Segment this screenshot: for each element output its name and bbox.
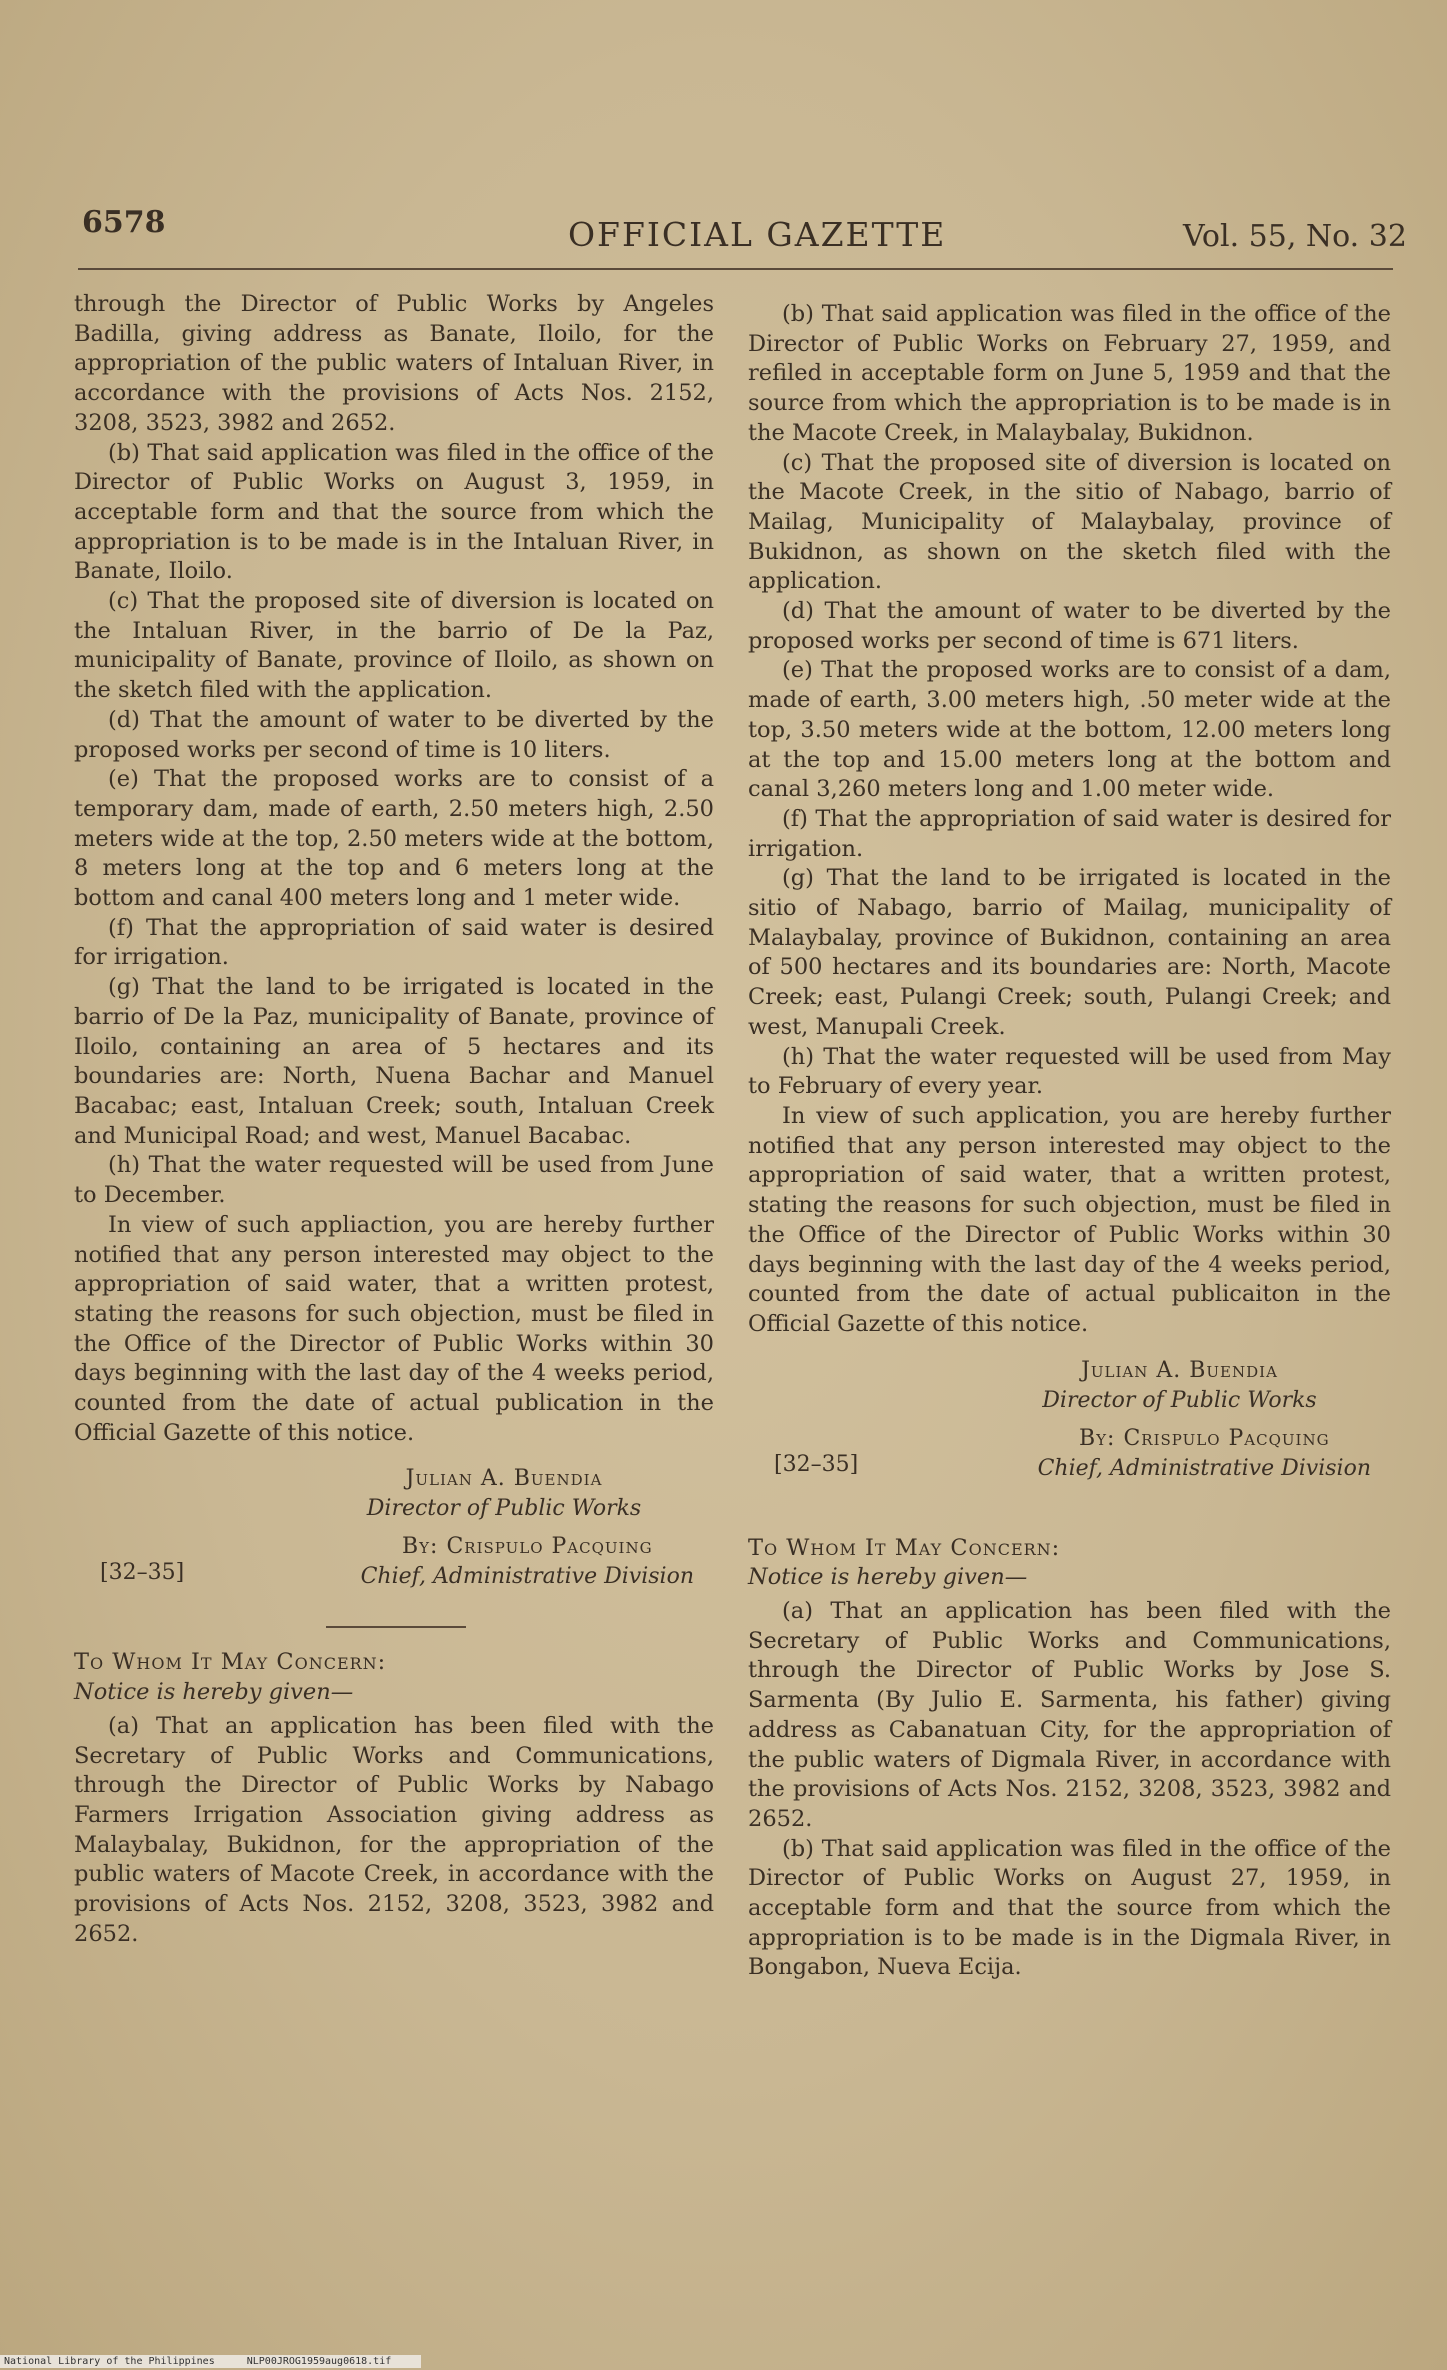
- scan-footer: [0, 2355, 421, 2368]
- signature-block: [74, 1464, 714, 1592]
- paragraph: (e) That the proposed works are to consist of a temporary dam, made of earth, 2.50 meters high, 2.50 meters wide at the top, 2.50 meters wide at the bottom, 8 meters long at the top and 6 meters long at the bottom and canal 400 meters long and 1 meter wide.: [74, 766, 714, 912]
- paragraph: (d) That the amount of water to be diverted by the proposed works per second of time is 10 liters.: [74, 706, 714, 763]
- library-credit: National Library of the Philippines: [4, 2356, 215, 2367]
- paragraph: (c) That the proposed site of diversion is located on the Intaluan River, in the barrio of De la Paz, municipality of Banate, province of Iloilo, as shown on the sketch filed with the application.: [74, 588, 714, 704]
- by-name: By: Crispulo Pacquing: [1078, 1425, 1330, 1451]
- page-header: [0, 205, 1447, 265]
- volume-number: Vol. 55, No. 32: [1183, 219, 1407, 254]
- file-name: NLP00JROG1959aug0618.tif: [246, 2356, 392, 2367]
- paragraph: (g) That the land to be irrigated is located in the sitio of Nabago, barrio of Mailag, municipality of Malaybalay, province of Bukidnon, containing an area of 500 hectares and its boundaries are: North, Macote Creek; east, Pulangi Creek; south, Pulangi Creek; and west, Manupali Creek.: [748, 865, 1391, 1040]
- notice-line: Notice is hereby given—: [74, 1679, 354, 1706]
- paragraph: (a) That an application has been filed with the Secretary of Public Works and Communications, through the Director of Public Works by Jose S. Sarmenta (By Julio E. Sarmenta, his father) giving address as Cabanatuan City, for the appropriation of the public waters of Digmala River, in accordance with the provisions of Acts Nos. 2152, 3208, 3523, 3982 and 2652.: [748, 1598, 1391, 1832]
- paragraph: (g) That the land to be irrigated is located in the barrio of De la Paz, municipality of Banate, province of Iloilo, containing an area of 5 hectares and its boundaries are: North, Nuena Bachar and Manuel Bacabac; east, Intaluan Creek; south, Intaluan Creek and Municipal Road; and west, Manuel Bacabac.: [74, 974, 714, 1149]
- paragraph: (e) That the proposed works are to consist of a dam, made of earth, 3.00 meters high, .50 meter wide at the top, 3.50 meters wide at the bottom, 12.00 meters long at the top and 15.00 meters long at the bottom and canal 3,260 meters long and 1.00 meter wide.: [748, 657, 1391, 803]
- section-divider: [326, 1626, 466, 1628]
- paragraph: (a) That an application has been filed with the Secretary of Public Works and Communications, through the Director of Public Works by Nabago Farmers Irrigation Association giving address as Malaybalay, Bukidnon, for the appropriation of the public waters of Macote Creek, in accordance with the provisions of Acts Nos. 2152, 3208, 3523, 3982 and 2652.: [74, 1712, 714, 1947]
- signature-block: [748, 1356, 1391, 1484]
- paragraph: In view of such application, you are hereby further notified that any person interested may object to the appropriation of said water, that a written protest, stating the reasons for such objection, must be filed in the Office of the Director of Public Works within 30 days beginning with the last day of the 4 weeks period, counted from the date of actual publicaiton in the Official Gazette of this notice.: [748, 1102, 1391, 1337]
- header-rule: [78, 268, 1393, 270]
- page-number: 6578: [82, 205, 166, 240]
- reference-number: [32–35]: [100, 1560, 185, 1586]
- right-column: [748, 300, 1391, 1983]
- paragraph: (f) That the appropriation of said water is desired for irrigation.: [74, 914, 714, 971]
- signatory-name: Julian A. Buendia: [1081, 1357, 1278, 1383]
- paragraph: through the Director of Public Works by Angeles Badilla, giving address as Banate, Iloilo, for the appropriation of the public waters of Intaluan River, in accordance with the provisions of Acts Nos. 2152, 3208, 3523, 3982 and 2652.: [74, 291, 714, 436]
- left-column: [74, 290, 714, 1949]
- paragraph: (b) That said application was filed in the office of the Director of Public Works on August 3, 1959, in acceptable form and that the source from which the appropriation is to be made is in the Intaluan River, in Banate, Iloilo.: [74, 439, 714, 585]
- signatory-title: Director of Public Works: [1042, 1387, 1317, 1413]
- paragraph: (h) That the water requested will be used from May to February of every year.: [748, 1043, 1391, 1100]
- notice-heading: To Whom It May Concern:: [74, 1649, 387, 1676]
- notice-line: Notice is hereby given—: [748, 1564, 1028, 1591]
- paragraph: (h) That the water requested will be used from June to December.: [74, 1152, 714, 1209]
- signatory-title: Director of Public Works: [366, 1496, 642, 1522]
- by-title: Chief, Administrative Division: [360, 1564, 694, 1590]
- reference-number: [32–35]: [774, 1451, 859, 1477]
- paragraph: (b) That said application was filed in the office of the Director of Public Works on February 27, 1959, and refiled in acceptable form on June 5, 1959 and that the source from which the appropriation is to be made is in the Macote Creek, in Malaybalay, Bukidnon.: [748, 301, 1391, 446]
- notice-heading: To Whom It May Concern:: [748, 1534, 1061, 1561]
- publication-title: OFFICIAL GAZETTE: [568, 215, 947, 254]
- paragraph: (f) That the appropriation of said water is desired for irrigation.: [748, 805, 1391, 862]
- by-title: Chief, Administrative Division: [1037, 1455, 1371, 1481]
- paragraph: In view of such appliaction, you are hereby further notified that any person interested may object to the appropriation of said water, that a written protest, stating the reasons for such objection, must be filed in the Office of the Director of Public Works within 30 days beginning with the last day of the 4 weeks period, counted from the date of actual publication in the Official Gazette of this notice.: [74, 1211, 714, 1446]
- paragraph: (c) That the proposed site of diversion is located on the Macote Creek, in the sitio of Nabago, barrio of Mailag, Municipality of Malaybalay, province of Bukidnon, as shown on the sketch filed with the application.: [748, 449, 1391, 595]
- paragraph: (d) That the amount of water to be diverted by the proposed works per second of time is 671 liters.: [748, 598, 1391, 654]
- paragraph: (b) That said application was filed in the office of the Director of Public Works on August 27, 1959, in acceptable form and that the source from which the appropriation is to be made is in the Digmala River, in Bongabon, Nueva Ecija.: [748, 1835, 1391, 1981]
- by-name: By: Crispulo Pacquing: [401, 1534, 653, 1560]
- signatory-name: Julian A. Buendia: [405, 1466, 603, 1492]
